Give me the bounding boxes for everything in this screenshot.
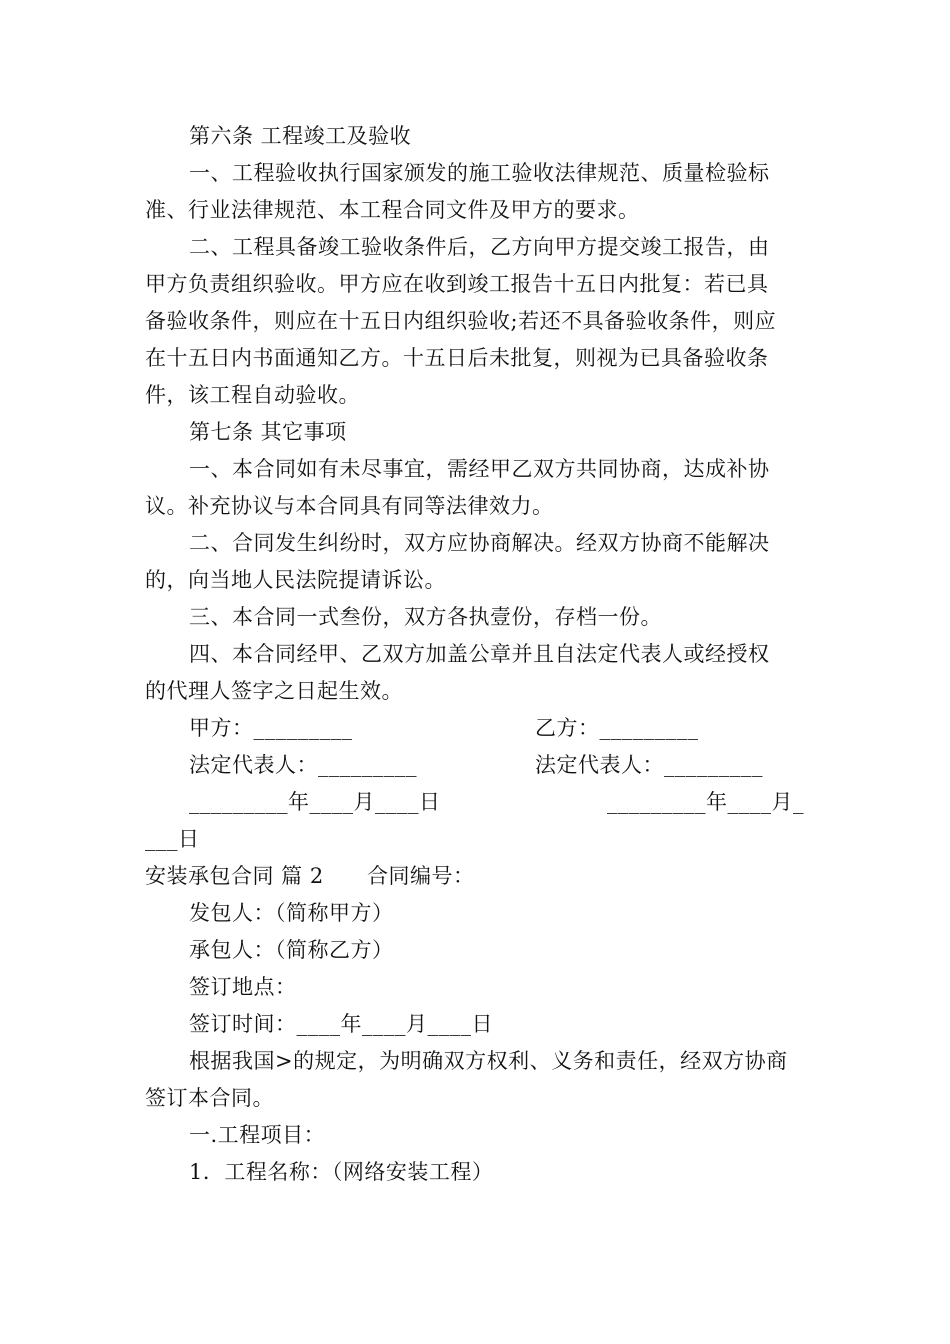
contract-number-label: 合同编号： — [367, 864, 475, 888]
paragraph-line: 在十五日内书面通知乙方。十五日后未批复，则视为已具备验收条 — [145, 346, 769, 370]
paragraph-line: 件，该工程自动验收。 — [145, 383, 360, 407]
party-b-date: _________年____月_ — [607, 790, 804, 814]
paragraph-line: 签订本合同。 — [145, 1086, 274, 1110]
paragraph-line: 甲方负责组织验收。甲方应在收到竣工报告十五日内批复：若已具 — [145, 272, 769, 296]
paragraph-line: 三、本合同一式叁份，双方各执壹份，存档一份。 — [189, 605, 662, 629]
paragraph-line: 的代理人签字之日起生效。 — [145, 679, 403, 703]
paragraph-line: 四、本合同经甲、乙双方加盖公章并且自法定代表人或经授权 — [189, 642, 770, 666]
party-a-date: _________年____月____日 — [189, 790, 441, 814]
employer-line: 发包人：（简称甲方） — [189, 901, 394, 925]
party-b-signature: 乙方：_________ — [535, 716, 699, 740]
party-b-date-continued: ___日 — [145, 827, 200, 851]
paragraph-line: 议。补充协议与本合同具有同等法律效力。 — [145, 494, 554, 518]
article-heading: 第六条 工程竣工及验收 — [189, 124, 412, 148]
paragraph-line: 一、本合同如有未尽事宜，需经甲乙双方共同协商，达成补协 — [189, 457, 770, 481]
signing-time-line: 签订时间：____年____月____日 — [189, 1012, 493, 1036]
signature-party-row — [145, 710, 810, 747]
signature-rep-row — [145, 747, 810, 784]
article-heading: 第七条 其它事项 — [189, 420, 347, 444]
contractor-line: 承包人：（简称乙方） — [189, 938, 394, 962]
paragraph-line: 根据我国>的规定，为明确双方权利、义务和责任，经双方协商 — [189, 1049, 788, 1073]
section-heading: 一.工程项目： — [189, 1123, 326, 1147]
paragraph-line: 二、合同发生纠纷时，双方应协商解决。经双方协商不能解决 — [189, 531, 770, 555]
paragraph-line: 的，向当地人民法院提请诉讼。 — [145, 568, 446, 592]
signing-place-line: 签订地点： — [189, 975, 297, 999]
party-b-representative: 法定代表人：_________ — [535, 753, 763, 777]
paragraph-line: 准、行业法律规范、本工程合同文件及甲方的要求。 — [145, 198, 640, 222]
document-body — [145, 118, 810, 1191]
signature-date-row — [145, 784, 810, 821]
party-a-representative: 法定代表人：_________ — [189, 753, 417, 777]
party-a-signature: 甲方：_________ — [189, 716, 353, 740]
contract-title: 安装承包合同 篇 2 — [145, 864, 324, 888]
paragraph-line: 一、工程验收执行国家颁发的施工验收法律规范、质量检验标 — [189, 161, 770, 185]
project-name-line: 1．工程名称：（网络安装工程） — [189, 1160, 494, 1184]
contract-title-row — [145, 858, 810, 895]
paragraph-line: 备验收条件，则应在十五日内组织验收;若还不具备验收条件，则应 — [145, 309, 777, 333]
paragraph-line: 二、工程具备竣工验收条件后，乙方向甲方提交竣工报告，由 — [189, 235, 770, 259]
